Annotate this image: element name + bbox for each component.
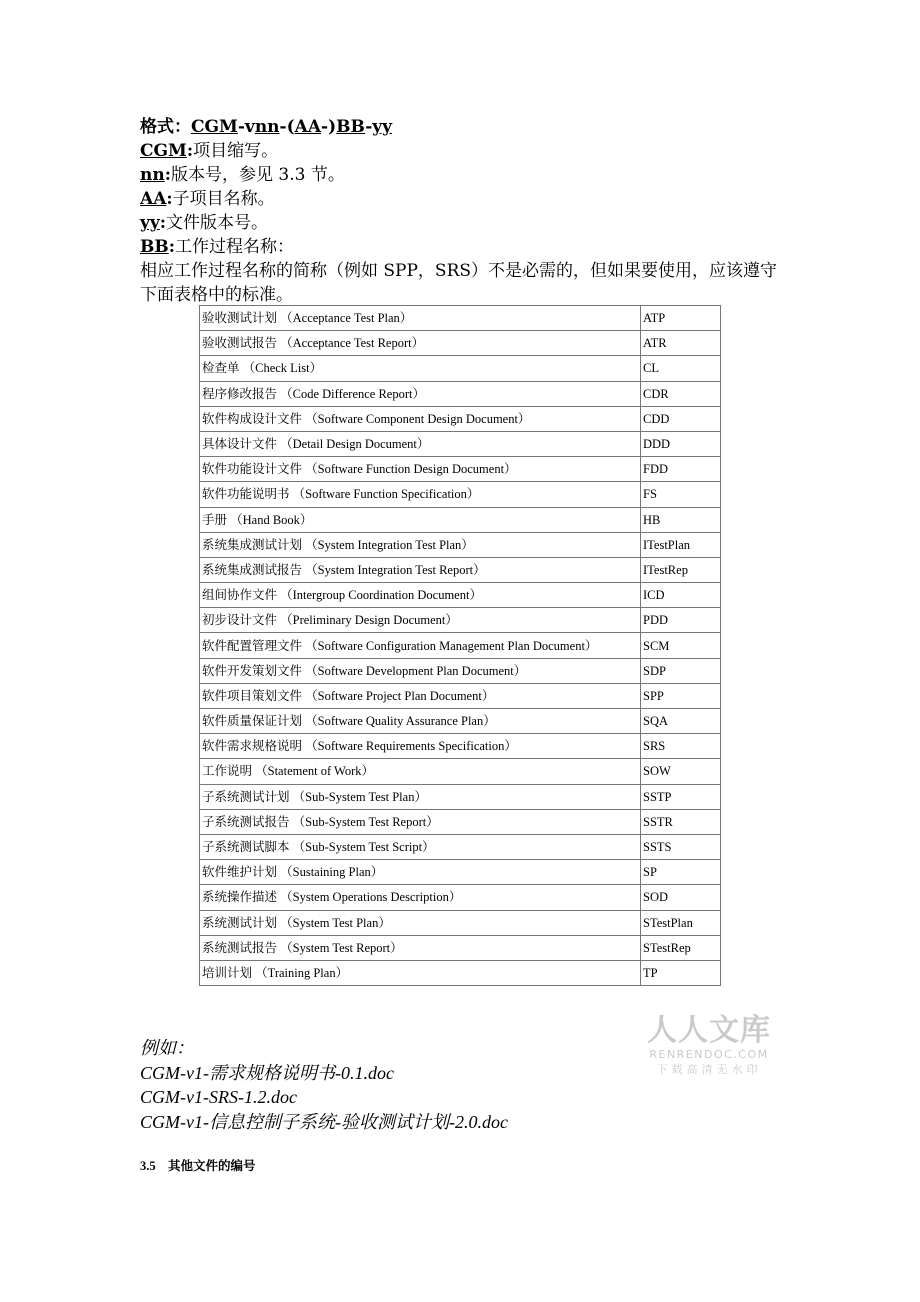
table-row [200,406,721,431]
table-row [200,306,721,331]
table-cell-code: DDD [641,431,721,456]
table-cell-code: ATP [641,306,721,331]
definition-sep: : [159,213,167,233]
table-cell-code: ITestRep [641,557,721,582]
table-cell-name: 具体设计文件 （Detail Design Document） [200,431,641,456]
table-row [200,683,721,708]
section-number: 3.5 [140,1159,156,1173]
table-cell-name: 检查单 （Check List） [200,356,641,381]
table-cell-code: SPP [641,683,721,708]
watermark-logo-text: 人人文库 [647,1013,771,1048]
table-cell-name: 子系统测试脚本 （Sub-System Test Script） [200,834,641,859]
format-part: CGM [191,117,238,137]
table-cell-name: 子系统测试报告 （Sub-System Test Report） [200,809,641,834]
format-part: AA [294,117,322,137]
definition-sep: : [164,165,172,185]
table-cell-name: 程序修改报告 （Code Difference Report） [200,381,641,406]
intro-paragraph: 相应工作过程名称的简称（例如 SPP，SRS）不是必需的，但如果要使用，应该遵守下面表格中的标准。 [140,261,778,305]
table-cell-code: HB [641,507,721,532]
definition-key: CGM [140,141,187,161]
table-row [200,532,721,557]
definition-key: yy [140,213,160,233]
table-cell-code: TP [641,960,721,985]
table-cell-code: SDP [641,658,721,683]
table-cell-code: SSTS [641,834,721,859]
definition-key: nn [140,165,165,185]
watermark-domain: RENRENDOC.COM [649,1048,769,1061]
definition-sep: : [168,237,176,257]
definition-nn [140,164,345,186]
example-item: CGM-v1-信息控制子系统-验收测试计划-2.0.doc [140,1111,508,1132]
table-row [200,381,721,406]
table-row [200,658,721,683]
examples-label: 例如： [140,1038,194,1058]
definition-text: 工作过程名称： [175,237,295,257]
table-cell-name: 系统集成测试计划 （System Integration Test Plan） [200,532,641,557]
table-cell-code: CDD [641,406,721,431]
table-row [200,356,721,381]
format-part: -v [237,117,255,137]
table-cell-name: 工作说明 （Statement of Work） [200,759,641,784]
table-cell-code: SQA [641,709,721,734]
table-cell-name: 组间协作文件 （Intergroup Coordination Document） [200,583,641,608]
table-cell-name: 软件开发策划文件 （Software Development Plan Document） [200,658,641,683]
definition-sep: : [166,189,173,209]
table-row [200,784,721,809]
format-line [140,116,392,138]
table-cell-code: ICD [641,583,721,608]
definition-text: 项目缩写。 [193,141,279,161]
table-cell-name: 初步设计文件 （Preliminary Design Document） [200,608,641,633]
table-cell-name: 系统操作描述 （System Operations Description） [200,885,641,910]
table-cell-name: 手册 （Hand Book） [200,507,641,532]
example-item: CGM-v1-需求规格说明书-0.1.doc [140,1062,394,1083]
table-row [200,809,721,834]
table-cell-code: SOD [641,885,721,910]
format-part: -) [321,117,337,137]
table-cell-name: 软件构成设计文件 （Software Component Design Document） [200,406,641,431]
definition-text: 子项目名称。 [172,189,275,209]
watermark [646,1014,772,1078]
format-part: - [365,117,373,137]
table-cell-name: 验收测试计划 （Acceptance Test Plan） [200,306,641,331]
table-row [200,860,721,885]
definition-cgm [140,140,278,162]
table-row [200,557,721,582]
table-row [200,910,721,935]
definition-yy [140,212,268,234]
table-row [200,834,721,859]
table-cell-name: 软件功能说明书 （Software Function Specification） [200,482,641,507]
table-cell-name: 软件功能设计文件 （Software Function Design Document） [200,457,641,482]
table-cell-name: 系统测试报告 （System Test Report） [200,935,641,960]
table-cell-name: 软件质量保证计划 （Software Quality Assurance Plan） [200,709,641,734]
table-row [200,507,721,532]
definition-text: 版本号，参见 3.3 节。 [171,165,345,185]
table-cell-code: SSTP [641,784,721,809]
format-part: yy [372,117,393,137]
table-row [200,759,721,784]
table-row [200,734,721,759]
table-cell-code: FDD [641,457,721,482]
table-row [200,608,721,633]
table-cell-name: 软件配置管理文件 （Software Configuration Management Plan Document） [200,633,641,658]
format-part: -( [279,117,295,137]
example-item: CGM-v1-SRS-1.2.doc [140,1087,297,1107]
table-cell-name: 系统测试计划 （System Test Plan） [200,910,641,935]
table-cell-name: 软件维护计划 （Sustaining Plan） [200,860,641,885]
table-cell-name: 子系统测试计划 （Sub-System Test Plan） [200,784,641,809]
table-cell-code: SOW [641,759,721,784]
table-row [200,709,721,734]
table-cell-code: SCM [641,633,721,658]
table-cell-name: 培训计划 （Training Plan） [200,960,641,985]
abbreviation-table [199,305,721,986]
table-row [200,457,721,482]
table-row [200,583,721,608]
watermark-tagline: 下载高清无水印 [656,1063,762,1076]
table-row [200,885,721,910]
table-cell-code: STestPlan [641,910,721,935]
table-cell-code: CDR [641,381,721,406]
format-part: BB [336,117,366,137]
definition-key: AA [140,189,167,209]
format-part: nn [254,117,280,137]
table-row [200,960,721,985]
definition-aa [140,188,275,210]
table-cell-code: ATR [641,331,721,356]
section-title: 其他文件的编号 [168,1159,256,1173]
table-row [200,331,721,356]
table-cell-code: CL [641,356,721,381]
definition-bb [140,236,294,258]
table-cell-name: 软件项目策划文件 （Software Project Plan Document） [200,683,641,708]
table-cell-name: 软件需求规格说明 （Software Requirements Specification） [200,734,641,759]
table-row [200,935,721,960]
table-cell-name: 验收测试报告 （Acceptance Test Report） [200,331,641,356]
table-cell-code: PDD [641,608,721,633]
table-cell-code: ITestPlan [641,532,721,557]
definition-key: BB [140,237,169,257]
format-label: 格式： [140,117,191,137]
section-heading [140,1156,256,1174]
table-cell-name: 系统集成测试报告 （System Integration Test Report） [200,557,641,582]
table-cell-code: SP [641,860,721,885]
examples [140,1036,508,1134]
definition-text: 文件版本号。 [166,213,269,233]
table-cell-code: SSTR [641,809,721,834]
definition-sep: : [186,141,194,161]
table-cell-code: STestRep [641,935,721,960]
table-row [200,431,721,456]
table-cell-code: FS [641,482,721,507]
table-cell-code: SRS [641,734,721,759]
table-row [200,633,721,658]
table-row [200,482,721,507]
